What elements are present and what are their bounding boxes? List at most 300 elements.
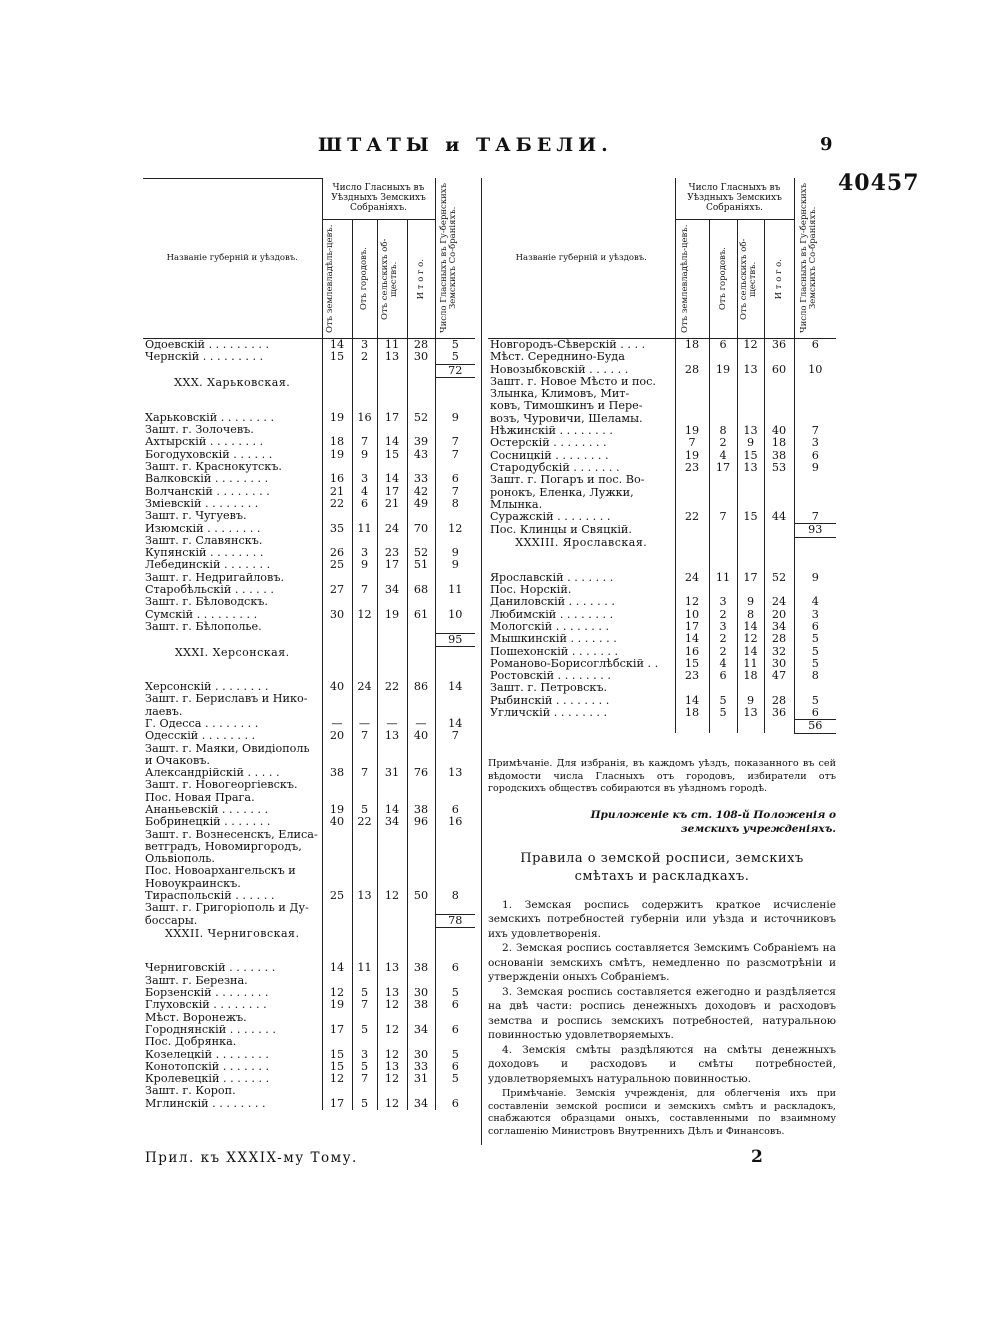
count-cell xyxy=(377,865,407,877)
section-heading: XXXIII. Ярославская. xyxy=(515,537,648,550)
count-cell: 18 xyxy=(675,707,709,720)
provincial-count-cell: 78 xyxy=(435,915,475,928)
count-cell xyxy=(377,853,407,865)
count-cell: 9 xyxy=(352,449,377,461)
count-cell xyxy=(322,841,352,853)
provincial-count-cell xyxy=(794,376,836,388)
section-heading-row xyxy=(143,928,475,963)
section-heading: XXXII. Черниговская. xyxy=(164,927,300,940)
count-cell xyxy=(377,510,407,522)
count-cell xyxy=(377,1012,407,1024)
col-header-total: И т о г о. xyxy=(407,219,435,339)
count-cell: 30 xyxy=(322,609,352,621)
district-name: Мѣст. Середнино-Буда xyxy=(490,351,625,364)
table-row xyxy=(143,767,475,779)
district-name: Остерскій . . . . . . . . xyxy=(490,437,607,450)
count-cell: 96 xyxy=(407,816,435,828)
count-cell: 7 xyxy=(352,584,377,596)
count-cell: 5 xyxy=(709,695,737,707)
table-row xyxy=(143,987,475,999)
table-row xyxy=(143,829,475,841)
district-name: Зашт. г. Краснокутскъ. xyxy=(145,461,282,474)
rules-list xyxy=(488,898,836,1087)
table-row xyxy=(488,425,836,437)
table-row xyxy=(143,510,475,522)
count-cell xyxy=(377,706,407,718)
count-cell: 13 xyxy=(377,351,407,364)
provincial-count-cell: 3 xyxy=(794,437,836,449)
district-name: Зашт. г. Славянскъ. xyxy=(145,534,263,547)
rule-paragraph: 2. Земская роспись составляется Земскимъ Собраніемъ на основаніи земскихъ смѣтъ, немедленно по разсмотрѣніи и утвержденіи оныхъ Собраніемъ. xyxy=(488,942,836,983)
count-cell: 13 xyxy=(377,730,407,742)
district-name: Новозыбковскій . . . . . . xyxy=(490,363,629,376)
col-header-provincial: Число Гласныхъ въ Гу-бернскихъ Земскихъ Со-браніяхъ. xyxy=(435,178,475,339)
provincial-count-cell: 6 xyxy=(435,804,475,816)
table-row xyxy=(143,743,475,755)
count-cell xyxy=(377,915,407,928)
count-cell xyxy=(764,474,794,486)
count-cell xyxy=(377,535,407,547)
count-cell xyxy=(737,584,764,596)
count-cell: 18 xyxy=(675,339,709,352)
table-row xyxy=(488,511,836,524)
provincial-count-cell: 9 xyxy=(794,572,836,584)
district-name: Борзенскій . . . . . . . . xyxy=(145,987,269,1000)
table-row xyxy=(488,621,836,633)
count-cell xyxy=(675,487,709,499)
count-cell xyxy=(675,376,709,388)
subtotal-row xyxy=(143,633,475,646)
appendix-reference: Приложеніе къ ст. 108-й Положенія о земскихъ учрежденіяхъ. xyxy=(590,808,836,835)
table-row xyxy=(143,596,475,608)
count-cell xyxy=(352,755,377,767)
district-name: Харьковскій . . . . . . . . xyxy=(145,411,275,424)
table-row xyxy=(488,351,836,363)
district-name: Одоевскій . . . . . . . . . xyxy=(145,338,270,351)
count-cell xyxy=(764,400,794,412)
count-cell: 6 xyxy=(352,498,377,510)
table-row xyxy=(143,693,475,705)
provincial-count-cell: 72 xyxy=(435,364,475,377)
col-header-total: И т о г о. xyxy=(764,219,794,339)
count-cell: 14 xyxy=(377,473,407,485)
table-row xyxy=(488,376,836,388)
count-cell: 17 xyxy=(377,486,407,498)
provincial-count-cell: 7 xyxy=(794,511,836,524)
count-cell: 13 xyxy=(737,364,764,376)
count-cell xyxy=(322,535,352,547)
table-row xyxy=(488,633,836,645)
count-cell: — xyxy=(352,718,377,730)
provincial-count-cell xyxy=(794,388,836,400)
empty-cell xyxy=(377,928,407,963)
provincial-count-cell: 6 xyxy=(794,707,836,720)
count-cell: 15 xyxy=(322,351,352,364)
count-cell: 8 xyxy=(709,425,737,437)
count-cell xyxy=(675,499,709,511)
provincial-count-cell: 6 xyxy=(435,1061,475,1073)
table-row xyxy=(143,351,475,364)
district-name: Зашт. г. Маяки, Овидіополь xyxy=(145,742,310,755)
table-row xyxy=(488,658,836,670)
district-name: Ахтырскій . . . . . . . . xyxy=(145,436,264,449)
count-cell: 40 xyxy=(407,730,435,742)
provincial-count-cell: 8 xyxy=(435,498,475,510)
count-cell xyxy=(322,364,352,377)
count-cell: 16 xyxy=(322,473,352,485)
count-cell: 33 xyxy=(407,1061,435,1073)
district-name: Новгородъ-Сѣверскій . . . . xyxy=(490,338,646,351)
count-cell: 15 xyxy=(377,449,407,461)
provincial-count-cell: 9 xyxy=(435,559,475,571)
col-header-landowners: Отъ землевладѣль-цевъ. xyxy=(322,219,352,339)
table-row xyxy=(143,816,475,828)
provincial-count-cell xyxy=(435,1085,475,1097)
count-cell xyxy=(737,474,764,486)
district-name: Зашт. г. Вознесенскъ, Елиса- xyxy=(145,828,318,841)
count-cell xyxy=(352,853,377,865)
count-cell: 50 xyxy=(407,890,435,902)
page-header xyxy=(0,134,1000,158)
provincial-count-cell xyxy=(435,779,475,791)
running-title: ШТАТЫ и ТАБЕЛИ. xyxy=(318,134,613,156)
count-cell xyxy=(352,706,377,718)
table-row xyxy=(143,865,475,877)
count-cell xyxy=(764,413,794,425)
district-name: Романово-Борисоглѣбскій . . xyxy=(490,657,659,670)
count-cell xyxy=(352,596,377,608)
count-cell: 10 xyxy=(675,609,709,621)
provincial-count-cell: 5 xyxy=(435,1073,475,1085)
count-cell xyxy=(407,633,435,646)
district-name: Зашт. г. Чугуевъ. xyxy=(145,510,247,523)
count-cell xyxy=(322,693,352,705)
rules-note: Примѣчаніе. Земскія учрежденія, для облегченія ихъ при составленіи земской росписи и земскихъ смѣтъ и раскладокъ, снабжаются образцами оныхъ, составленными по взаимному соглашенію Министровъ Внутреннихъ Дѣлъ и Финансовъ. xyxy=(488,1088,836,1137)
count-cell: 12 xyxy=(377,999,407,1011)
count-cell: 31 xyxy=(377,767,407,779)
count-cell: 18 xyxy=(764,437,794,449)
count-cell xyxy=(322,706,352,718)
count-cell xyxy=(377,621,407,633)
provincial-count-cell: 16 xyxy=(435,816,475,828)
count-cell xyxy=(352,461,377,473)
table-row xyxy=(143,878,475,890)
count-cell: 17 xyxy=(322,1098,352,1110)
count-cell: 14 xyxy=(322,339,352,352)
col-header-name: Названіе губерній и уѣздовъ. xyxy=(143,178,322,339)
empty-cell xyxy=(352,647,377,682)
table-row xyxy=(488,609,836,621)
count-cell xyxy=(407,596,435,608)
count-cell: 86 xyxy=(407,681,435,693)
rules-title: Правила о земской росписи, земскихъ смѣтахъ и раскладкахъ. xyxy=(520,850,804,884)
count-cell xyxy=(352,779,377,791)
district-name: Тираспольскій . . . . . . xyxy=(145,890,275,903)
left-table xyxy=(143,178,475,1110)
provincial-count-cell xyxy=(435,853,475,865)
count-cell: 20 xyxy=(764,609,794,621)
count-cell xyxy=(407,841,435,853)
district-name: Пос. Норскій. xyxy=(490,584,572,597)
count-cell xyxy=(407,902,435,914)
count-cell: 12 xyxy=(377,1049,407,1061)
count-cell: 3 xyxy=(352,473,377,485)
count-cell xyxy=(352,1036,377,1048)
provincial-count-cell: 6 xyxy=(794,339,836,352)
count-cell xyxy=(675,400,709,412)
count-cell xyxy=(322,633,352,646)
count-cell xyxy=(709,584,737,596)
count-cell: 33 xyxy=(407,473,435,485)
count-cell: 5 xyxy=(352,804,377,816)
count-cell: 14 xyxy=(675,633,709,645)
table-row xyxy=(143,1061,475,1073)
district-name: Стародубскій . . . . . . . xyxy=(490,461,620,474)
provincial-count-cell xyxy=(794,351,836,363)
count-cell xyxy=(764,487,794,499)
district-name: Александрійскій . . . . . xyxy=(145,767,280,780)
count-cell xyxy=(737,499,764,511)
count-cell: 68 xyxy=(407,584,435,596)
count-cell: 5 xyxy=(352,1098,377,1110)
count-cell: 34 xyxy=(377,816,407,828)
count-cell: 4 xyxy=(709,658,737,670)
count-cell: 76 xyxy=(407,767,435,779)
provincial-count-cell xyxy=(435,841,475,853)
count-cell xyxy=(675,413,709,425)
district-name: ветградъ, Новомиргородъ, xyxy=(145,840,302,853)
provincial-count-cell xyxy=(435,1036,475,1048)
table-row xyxy=(488,487,836,499)
count-cell xyxy=(322,596,352,608)
count-cell: 15 xyxy=(322,1061,352,1073)
table-row xyxy=(488,695,836,707)
table-row xyxy=(143,559,475,571)
count-cell xyxy=(322,902,352,914)
count-cell: 3 xyxy=(709,621,737,633)
provincial-count-cell: 7 xyxy=(435,486,475,498)
district-name: Зашт. г. Погаръ и пос. Во- xyxy=(490,474,645,487)
count-cell: 52 xyxy=(407,547,435,559)
count-cell xyxy=(407,535,435,547)
district-name: Сосницкій . . . . . . . . xyxy=(490,449,609,462)
count-cell: 7 xyxy=(352,767,377,779)
count-cell xyxy=(709,351,737,363)
count-cell: 11 xyxy=(352,523,377,535)
subtotal-row xyxy=(488,720,836,733)
provincial-count-cell: 8 xyxy=(794,670,836,682)
count-cell xyxy=(352,975,377,987)
provincial-count-cell: 14 xyxy=(435,718,475,730)
count-cell: — xyxy=(322,718,352,730)
count-cell xyxy=(407,779,435,791)
count-cell xyxy=(407,621,435,633)
count-cell: 13 xyxy=(737,425,764,437)
count-cell: 34 xyxy=(377,584,407,596)
provincial-count-cell: 6 xyxy=(794,621,836,633)
count-cell xyxy=(352,829,377,841)
district-name: Пос. Новоархангельскъ и xyxy=(145,865,296,878)
count-cell: 15 xyxy=(675,658,709,670)
provincial-count-cell xyxy=(435,743,475,755)
col-header-towns: Отъ городовъ. xyxy=(352,219,377,339)
provincial-count-cell xyxy=(435,975,475,987)
count-cell: 11 xyxy=(377,339,407,352)
count-cell: 31 xyxy=(407,1073,435,1085)
table-row xyxy=(143,1073,475,1085)
table-row xyxy=(143,424,475,436)
count-cell xyxy=(407,829,435,841)
district-name: Глуховскій . . . . . . . . xyxy=(145,999,267,1012)
provincial-count-cell: 7 xyxy=(435,449,475,461)
count-cell: 13 xyxy=(737,462,764,474)
count-cell xyxy=(764,499,794,511)
count-cell xyxy=(377,792,407,804)
district-name: Богодуховскій . . . . . . xyxy=(145,448,273,461)
count-cell: 17 xyxy=(377,412,407,424)
count-cell: 38 xyxy=(407,999,435,1011)
district-name: Ростовскій . . . . . . . . xyxy=(490,670,611,683)
provincial-count-cell: 6 xyxy=(435,1098,475,1110)
table-row xyxy=(488,450,836,462)
footer-signature-mark: 2 xyxy=(751,1147,763,1167)
count-cell: 23 xyxy=(377,547,407,559)
table-row xyxy=(488,682,836,694)
count-cell: 13 xyxy=(352,890,377,902)
count-cell: 40 xyxy=(764,425,794,437)
provincial-count-cell xyxy=(435,621,475,633)
table-row xyxy=(143,853,475,865)
count-cell: 23 xyxy=(675,670,709,682)
count-cell: 43 xyxy=(407,449,435,461)
count-cell: 18 xyxy=(322,436,352,448)
count-cell: 49 xyxy=(407,498,435,510)
count-cell xyxy=(322,878,352,890)
count-cell: 24 xyxy=(377,523,407,535)
right-text-block xyxy=(488,758,836,1138)
count-cell xyxy=(709,413,737,425)
count-cell: 7 xyxy=(352,1073,377,1085)
count-cell: 3 xyxy=(709,596,737,608)
table-row xyxy=(143,584,475,596)
provincial-count-cell xyxy=(435,792,475,804)
count-cell: 11 xyxy=(352,962,377,974)
count-cell: 61 xyxy=(407,609,435,621)
district-name xyxy=(143,633,322,646)
count-cell: 7 xyxy=(352,730,377,742)
count-cell: 5 xyxy=(709,707,737,720)
district-name: Мышкинскій . . . . . . . xyxy=(490,633,617,646)
provincial-count-cell xyxy=(435,1012,475,1024)
count-cell xyxy=(675,524,709,537)
provincial-count-cell: 6 xyxy=(435,473,475,485)
rule-paragraph: 1. Земская роспись содержитъ краткое исчисленіе земскихъ потребностей губерніи или уѣзда и источниковъ ихъ удовлетворенія. xyxy=(488,898,836,940)
table-row xyxy=(143,1024,475,1036)
table-left-rule xyxy=(143,178,323,179)
district-name: Даниловскій . . . . . . . xyxy=(490,596,615,609)
count-cell: 21 xyxy=(322,486,352,498)
count-cell xyxy=(407,865,435,877)
count-cell: 19 xyxy=(675,450,709,462)
count-cell: 52 xyxy=(764,572,794,584)
count-cell: 13 xyxy=(377,962,407,974)
right-table xyxy=(488,178,836,734)
table-row xyxy=(488,474,836,486)
table-row xyxy=(143,572,475,584)
provincial-count-cell xyxy=(435,706,475,718)
count-cell xyxy=(377,902,407,914)
count-cell: 12 xyxy=(675,596,709,608)
empty-cell xyxy=(352,377,377,412)
count-cell: 22 xyxy=(377,681,407,693)
provincial-count-cell xyxy=(435,510,475,522)
column-divider xyxy=(481,178,482,1145)
count-cell: 9 xyxy=(737,695,764,707)
count-cell xyxy=(764,376,794,388)
provincial-count-cell: 10 xyxy=(794,364,836,376)
count-cell xyxy=(407,461,435,473)
count-cell: 2 xyxy=(709,633,737,645)
count-cell: 34 xyxy=(407,1098,435,1110)
count-cell: 14 xyxy=(377,436,407,448)
count-cell: 19 xyxy=(322,804,352,816)
empty-cell xyxy=(322,377,352,412)
count-cell xyxy=(322,779,352,791)
count-cell xyxy=(322,1012,352,1024)
count-cell: 13 xyxy=(737,707,764,720)
district-name: Рыбинскій . . . . . . . . xyxy=(490,694,610,707)
count-cell xyxy=(322,755,352,767)
count-cell xyxy=(377,829,407,841)
provincial-count-cell: 5 xyxy=(794,695,836,707)
count-cell: 17 xyxy=(675,621,709,633)
provincial-count-cell xyxy=(435,424,475,436)
rule-paragraph: 3. Земская роспись составляется ежегодно и раздѣляется на двѣ части: роспись денежныхъ доходовъ и расходовъ земства и роспись земскихъ потребностей, натуральною повинностью удовлетворяемыхъ. xyxy=(488,985,836,1041)
count-cell: 24 xyxy=(352,681,377,693)
count-cell xyxy=(352,902,377,914)
count-cell: 13 xyxy=(377,1061,407,1073)
count-cell xyxy=(764,524,794,537)
provincial-count-cell: 5 xyxy=(435,1049,475,1061)
count-cell xyxy=(352,364,377,377)
count-cell xyxy=(407,915,435,928)
empty-cell xyxy=(407,928,435,963)
provincial-count-cell xyxy=(435,878,475,890)
provincial-count-cell: 10 xyxy=(435,609,475,621)
count-cell: 24 xyxy=(675,572,709,584)
table-row xyxy=(488,437,836,449)
col-header-villages: Отъ сельскихъ об-ществъ. xyxy=(737,219,764,339)
count-cell: 14 xyxy=(377,804,407,816)
table-row xyxy=(143,792,475,804)
table-row xyxy=(488,596,836,608)
count-cell: 5 xyxy=(352,987,377,999)
count-cell: 35 xyxy=(322,523,352,535)
provincial-count-cell: 6 xyxy=(794,450,836,462)
district-name: Валковскій . . . . . . . . xyxy=(145,473,269,486)
count-cell xyxy=(407,792,435,804)
count-cell: 4 xyxy=(709,450,737,462)
district-name: Мглинскій . . . . . . . . xyxy=(145,1097,266,1110)
district-name: Зашт. г. Золочевъ. xyxy=(145,424,254,437)
count-cell xyxy=(352,510,377,522)
count-cell: 11 xyxy=(737,658,764,670)
table-row xyxy=(143,841,475,853)
count-cell: 19 xyxy=(675,425,709,437)
count-cell xyxy=(407,743,435,755)
note-paragraph: Примѣчаніе. Для избранія, въ каждомъ уѣздъ, показанного въ сей вѣдомости числа Гласныхъ отъ городовъ, избиратели отъ городскихъ обществъ собираются въ уѣздномъ городѣ. xyxy=(488,758,836,794)
section-heading-row xyxy=(143,647,475,682)
